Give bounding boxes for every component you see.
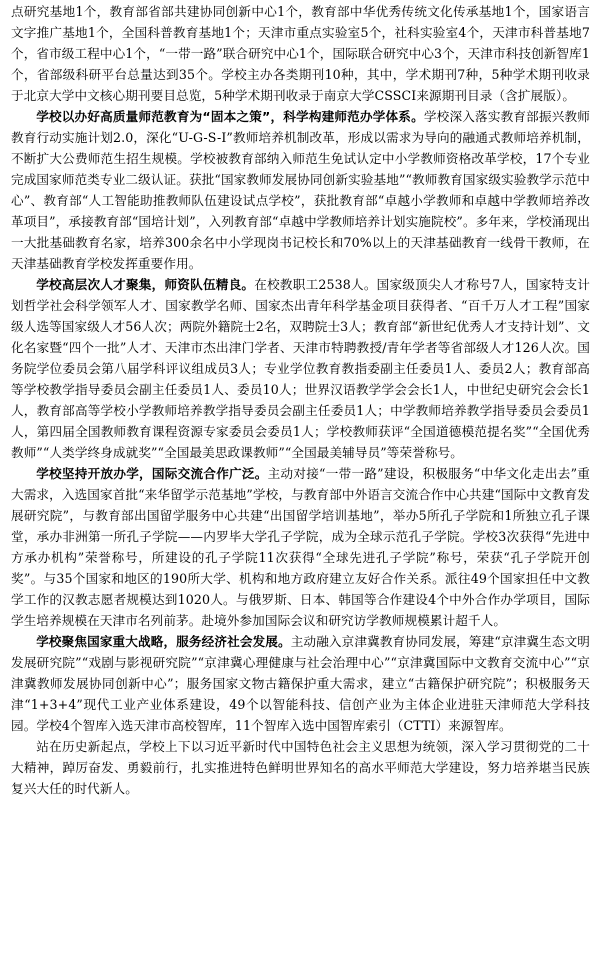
paragraph-research-platforms [11,1,590,106]
paragraph-lead: 学校高层次人才聚集，师资队伍精良。 [36,277,255,292]
paragraph-teacher-education [11,106,590,274]
paragraph-body: 主动融入京津冀教育协同发展，筹建“京津冀生态文明发展研究院”“戏剧与影视研究院”“京津冀心理健康与社会治理中心”“京津冀国际中文教育交流中心”“京津冀教师发展协同创新中心”；服务国家文物古籍保护重大需求，建立“古籍保护研究院”；积极服务天津“1+3+4”现代工业产业体系建设，49个以智能科技、信创产业为主体企业进驻天津师范大学科技园。学校4个智库入选天津市高校智库，11个智库入选中国智库索引（CTTI）来源智库。 [11,634,590,733]
paragraph-body: 点研究基地1个，教育部省部共建协同创新中心1个，教育部中华优秀传统文化传承基地1个，国家语言文字推广基地1个，全国科普教育基地1个；天津市重点实验室5个，社科实验室4个，天津市科普基地7个，省市级工程中心1个，“一带一路”联合研究中心1个，国际联合研究中心3个，天津市科技创新智库1个，省部级科研平台总量达到35个。学校主办各类期刊10种，其中，学术期刊7种，5种学术期刊收录于北京大学中文核心期刊要目总览，5种学术期刊收录于南京大学CSSCI来源期刊目录（含扩展版）。 [11,4,590,103]
paragraph-faculty [11,274,590,463]
paragraph-lead: 学校以办好高质量师范教育为“固本之策”，科学构建师范办学体系。 [36,109,424,124]
paragraph-body: 站在历史新起点，学校上下以习近平新时代中国特色社会主义思想为统领，深入学习贯彻党的二十大精神，踔厉奋发、勇毅前行，扎实推进特色鲜明世界知名的高水平师范大学建设，努力培养堪当民族复兴大任的时代新人。 [11,739,590,796]
paragraph-lead: 学校坚持开放办学，国际交流合作广泛。 [36,466,268,481]
paragraph-national-strategy [11,631,590,736]
paragraph-body: 在校教职工2538人。国家级顶尖人才称号7人，国家特支计划哲学社会科学领军人才、国家教学名师、国家杰出青年科学基金项目获得者、“百千万人才工程”国家级人选等国家级人才56人次；两院外籍院士2名，双聘院士3人；教育部“新世纪优秀人才支持计划”、文化名家暨“四个一批”人才、天津市杰出津门学者、天津市特聘教授/青年学者等省部级人才126人次。国务院学位委员会第八届学科评议组成员3人；专业学位教育教指委副主任委员1人、委员2人；教育部高等学校教学指导委员会副主任委员1人、委员10人；世界汉语教学学会会长1人，中世纪史研究会会长1人，教育部高等学校小学教师培养教学指导委员会副主任委员1人；中学教师培养教学指导委员会委员1人，第四届全国教师教育课程资源专家委员会委员1人；学校教师获评“全国道德模范提名奖”“全国优秀教师”“人类学终身成就奖”“全国最美思政课教师”“全国最美辅导员”等荣誉称号。 [11,277,590,460]
paragraph-international [11,463,590,631]
paragraph-lead: 学校聚焦国家重大战略，服务经济社会发展。 [36,634,291,649]
paragraph-conclusion [11,736,590,799]
paragraph-body: 学校深入落实教育部振兴教师教育行动实施计划2.0，深化“U-G-S-I”教师培养机制改革，形成以需求为导向的融通式教师培养机制，不断扩大公费师范生招生规模。学校被教育部纳入师范生免试认定中小学教师资格改革学校，17个专业完成国家师范类专业二级认证。获批“国家教师发展协同创新实验基地”“教师教育国家级实验教学示范中心”、教育部“人工智能助推教师队伍建设试点学校”，获批教育部“卓越小学教师和卓越中学教师培养改革项目”，承接教育部“国培计划”，入列教育部“卓越中学教师培养计划实施院校”。多年来，学校涌现出一大批基础教育名家，培养300余名中小学现岗书记校长和70%以上的天津基础教育一线骨干教师，在天津基础教育学校发挥重要作用。 [11,109,590,271]
paragraph-body: 主动对接“一带一路”建设，积极服务“中华文化走出去”重大需求，入选国家首批“来华留学示范基地”学校，与教育部中外语言交流合作中心共建“国际中文教育发展研究院”，与教育部出国留学服务中心共建“出国留学培训基地”，举办5所孔子学院和1所独立孔子课堂，承办非洲第一所孔子学院——内罗毕大学孔子学院，成为全球示范孔子学院。学校3次获得“先进中方承办机构”荣誉称号，所建设的孔子学院11次获得“全球先进孔子学院”称号，荣获“孔子学院开创奖”。与35个国家和地区的190所大学、机构和地方政府建立友好合作关系。派往49个国家担任中文教学工作的汉教志愿者规模达到1020人。与俄罗斯、日本、韩国等合作建设4个中外合作办学项目，国际学生培养规模在天津市名列前茅。赴境外参加国际会议和研究访学教师规模累计超千人。 [11,466,590,628]
